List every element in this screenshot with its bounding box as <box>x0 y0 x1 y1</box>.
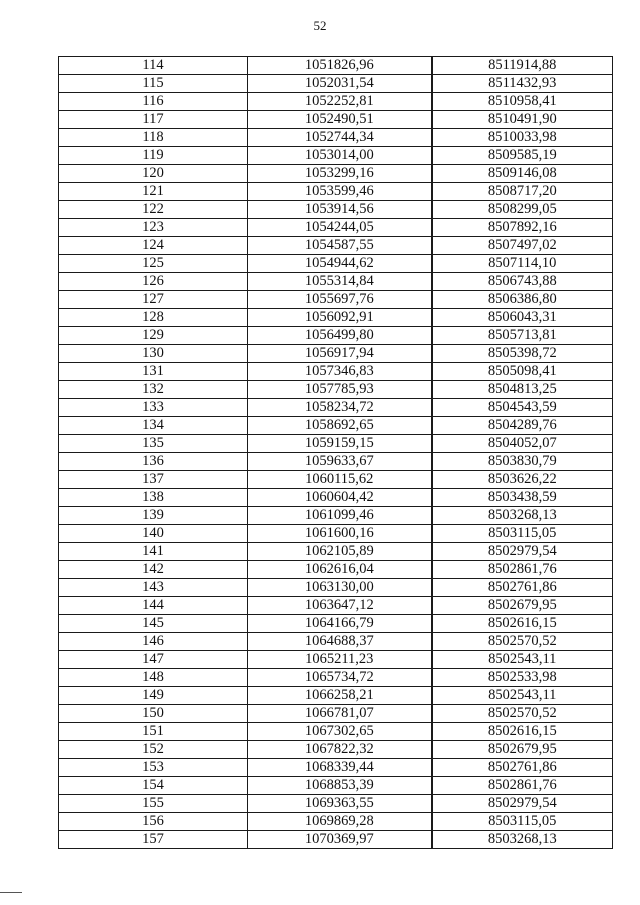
table-row <box>59 507 613 525</box>
y-coordinate-cell: 8506043,31 <box>432 309 613 327</box>
x-coordinate-cell: 1052252,81 <box>248 93 432 111</box>
table-row <box>59 201 613 219</box>
point-number-cell: 119 <box>59 147 248 165</box>
y-coordinate-cell: 8505713,81 <box>432 327 613 345</box>
table-row <box>59 633 613 651</box>
table-row <box>59 111 613 129</box>
y-coordinate-cell: 8509146,08 <box>432 165 613 183</box>
table-row <box>59 435 613 453</box>
point-number-cell: 146 <box>59 633 248 651</box>
table-row <box>59 219 613 237</box>
table-row <box>59 273 613 291</box>
y-coordinate-cell: 8507892,16 <box>432 219 613 237</box>
y-coordinate-cell: 8511914,88 <box>432 57 613 75</box>
point-number-cell: 131 <box>59 363 248 381</box>
point-number-cell: 144 <box>59 597 248 615</box>
table-row <box>59 489 613 507</box>
point-number-cell: 116 <box>59 93 248 111</box>
x-coordinate-cell: 1053299,16 <box>248 165 432 183</box>
y-coordinate-cell: 8508299,05 <box>432 201 613 219</box>
x-coordinate-cell: 1057346,83 <box>248 363 432 381</box>
point-number-cell: 129 <box>59 327 248 345</box>
x-coordinate-cell: 1062105,89 <box>248 543 432 561</box>
x-coordinate-cell: 1059159,15 <box>248 435 432 453</box>
table-row <box>59 561 613 579</box>
point-number-cell: 133 <box>59 399 248 417</box>
table-row <box>59 579 613 597</box>
y-coordinate-cell: 8503438,59 <box>432 489 613 507</box>
point-number-cell: 142 <box>59 561 248 579</box>
y-coordinate-cell: 8502543,11 <box>432 687 613 705</box>
table-row <box>59 705 613 723</box>
x-coordinate-cell: 1053914,56 <box>248 201 432 219</box>
x-coordinate-cell: 1058234,72 <box>248 399 432 417</box>
y-coordinate-cell: 8502679,95 <box>432 597 613 615</box>
y-coordinate-cell: 8502861,76 <box>432 777 613 795</box>
table-row <box>59 471 613 489</box>
x-coordinate-cell: 1053014,00 <box>248 147 432 165</box>
x-coordinate-cell: 1069869,28 <box>248 813 432 831</box>
x-coordinate-cell: 1065211,23 <box>248 651 432 669</box>
point-number-cell: 121 <box>59 183 248 201</box>
x-coordinate-cell: 1070369,97 <box>248 831 432 849</box>
x-coordinate-cell: 1063647,12 <box>248 597 432 615</box>
x-coordinate-cell: 1052031,54 <box>248 75 432 93</box>
x-coordinate-cell: 1051826,96 <box>248 57 432 75</box>
point-number-cell: 127 <box>59 291 248 309</box>
table-row <box>59 57 613 75</box>
y-coordinate-cell: 8502616,15 <box>432 723 613 741</box>
scan-edge-mark <box>0 892 22 893</box>
point-number-cell: 149 <box>59 687 248 705</box>
table-row <box>59 165 613 183</box>
y-coordinate-cell: 8504543,59 <box>432 399 613 417</box>
x-coordinate-cell: 1054944,62 <box>248 255 432 273</box>
table-row <box>59 417 613 435</box>
y-coordinate-cell: 8502616,15 <box>432 615 613 633</box>
point-number-cell: 132 <box>59 381 248 399</box>
table-row <box>59 777 613 795</box>
y-coordinate-cell: 8502570,52 <box>432 705 613 723</box>
x-coordinate-cell: 1069363,55 <box>248 795 432 813</box>
table-row <box>59 399 613 417</box>
y-coordinate-cell: 8503268,13 <box>432 507 613 525</box>
x-coordinate-cell: 1064166,79 <box>248 615 432 633</box>
table-row <box>59 291 613 309</box>
y-coordinate-cell: 8502979,54 <box>432 543 613 561</box>
point-number-cell: 124 <box>59 237 248 255</box>
y-coordinate-cell: 8505098,41 <box>432 363 613 381</box>
x-coordinate-cell: 1060115,62 <box>248 471 432 489</box>
table-row <box>59 237 613 255</box>
table-row <box>59 795 613 813</box>
x-coordinate-cell: 1055697,76 <box>248 291 432 309</box>
x-coordinate-cell: 1061600,16 <box>248 525 432 543</box>
x-coordinate-cell: 1056499,80 <box>248 327 432 345</box>
table-row <box>59 183 613 201</box>
x-coordinate-cell: 1054244,05 <box>248 219 432 237</box>
point-number-cell: 134 <box>59 417 248 435</box>
x-coordinate-cell: 1055314,84 <box>248 273 432 291</box>
table-row <box>59 309 613 327</box>
point-number-cell: 147 <box>59 651 248 669</box>
point-number-cell: 130 <box>59 345 248 363</box>
y-coordinate-cell: 8504813,25 <box>432 381 613 399</box>
x-coordinate-cell: 1052490,51 <box>248 111 432 129</box>
point-number-cell: 114 <box>59 57 248 75</box>
coordinates-table <box>58 56 613 849</box>
y-coordinate-cell: 8503268,13 <box>432 831 613 849</box>
y-coordinate-cell: 8504289,76 <box>432 417 613 435</box>
x-coordinate-cell: 1057785,93 <box>248 381 432 399</box>
page-number: 52 <box>313 18 327 33</box>
x-coordinate-cell: 1067822,32 <box>248 741 432 759</box>
table-row <box>59 597 613 615</box>
table-row <box>59 93 613 111</box>
y-coordinate-cell: 8502861,76 <box>432 561 613 579</box>
x-coordinate-cell: 1065734,72 <box>248 669 432 687</box>
point-number-cell: 136 <box>59 453 248 471</box>
table-row <box>59 831 613 849</box>
point-number-cell: 150 <box>59 705 248 723</box>
point-number-cell: 141 <box>59 543 248 561</box>
table-row <box>59 147 613 165</box>
table-row <box>59 813 613 831</box>
x-coordinate-cell: 1064688,37 <box>248 633 432 651</box>
x-coordinate-cell: 1060604,42 <box>248 489 432 507</box>
table-row <box>59 363 613 381</box>
point-number-cell: 137 <box>59 471 248 489</box>
y-coordinate-cell: 8508717,20 <box>432 183 613 201</box>
point-number-cell: 143 <box>59 579 248 597</box>
y-coordinate-cell: 8503115,05 <box>432 525 613 543</box>
x-coordinate-cell: 1068339,44 <box>248 759 432 777</box>
x-coordinate-cell: 1068853,39 <box>248 777 432 795</box>
point-number-cell: 117 <box>59 111 248 129</box>
x-coordinate-cell: 1052744,34 <box>248 129 432 147</box>
table-row <box>59 741 613 759</box>
y-coordinate-cell: 8505398,72 <box>432 345 613 363</box>
point-number-cell: 123 <box>59 219 248 237</box>
y-coordinate-cell: 8507114,10 <box>432 255 613 273</box>
x-coordinate-cell: 1056917,94 <box>248 345 432 363</box>
point-number-cell: 138 <box>59 489 248 507</box>
point-number-cell: 120 <box>59 165 248 183</box>
y-coordinate-cell: 8502761,86 <box>432 759 613 777</box>
table-row <box>59 687 613 705</box>
y-coordinate-cell: 8509585,19 <box>432 147 613 165</box>
table-row <box>59 651 613 669</box>
point-number-cell: 154 <box>59 777 248 795</box>
point-number-cell: 128 <box>59 309 248 327</box>
point-number-cell: 140 <box>59 525 248 543</box>
point-number-cell: 125 <box>59 255 248 273</box>
y-coordinate-cell: 8507497,02 <box>432 237 613 255</box>
table-row <box>59 75 613 93</box>
table-row <box>59 129 613 147</box>
table-row <box>59 255 613 273</box>
table-row <box>59 381 613 399</box>
point-number-cell: 151 <box>59 723 248 741</box>
point-number-cell: 156 <box>59 813 248 831</box>
y-coordinate-cell: 8506386,80 <box>432 291 613 309</box>
x-coordinate-cell: 1063130,00 <box>248 579 432 597</box>
x-coordinate-cell: 1067302,65 <box>248 723 432 741</box>
table-row <box>59 723 613 741</box>
point-number-cell: 155 <box>59 795 248 813</box>
y-coordinate-cell: 8502979,54 <box>432 795 613 813</box>
y-coordinate-cell: 8502679,95 <box>432 741 613 759</box>
point-number-cell: 152 <box>59 741 248 759</box>
coordinates-table-body <box>59 57 613 849</box>
y-coordinate-cell: 8503830,79 <box>432 453 613 471</box>
point-number-cell: 145 <box>59 615 248 633</box>
point-number-cell: 148 <box>59 669 248 687</box>
x-coordinate-cell: 1062616,04 <box>248 561 432 579</box>
y-coordinate-cell: 8506743,88 <box>432 273 613 291</box>
table-row <box>59 525 613 543</box>
y-coordinate-cell: 8502570,52 <box>432 633 613 651</box>
x-coordinate-cell: 1053599,46 <box>248 183 432 201</box>
point-number-cell: 135 <box>59 435 248 453</box>
y-coordinate-cell: 8510033,98 <box>432 129 613 147</box>
point-number-cell: 118 <box>59 129 248 147</box>
y-coordinate-cell: 8502533,98 <box>432 669 613 687</box>
table-row <box>59 543 613 561</box>
y-coordinate-cell: 8504052,07 <box>432 435 613 453</box>
x-coordinate-cell: 1056092,91 <box>248 309 432 327</box>
y-coordinate-cell: 8510491,90 <box>432 111 613 129</box>
table-row <box>59 453 613 471</box>
table-row <box>59 669 613 687</box>
x-coordinate-cell: 1066781,07 <box>248 705 432 723</box>
x-coordinate-cell: 1061099,46 <box>248 507 432 525</box>
table-row <box>59 615 613 633</box>
table-row <box>59 345 613 363</box>
x-coordinate-cell: 1054587,55 <box>248 237 432 255</box>
x-coordinate-cell: 1066258,21 <box>248 687 432 705</box>
y-coordinate-cell: 8511432,93 <box>432 75 613 93</box>
y-coordinate-cell: 8503626,22 <box>432 471 613 489</box>
point-number-cell: 115 <box>59 75 248 93</box>
y-coordinate-cell: 8502761,86 <box>432 579 613 597</box>
y-coordinate-cell: 8502543,11 <box>432 651 613 669</box>
table-row <box>59 759 613 777</box>
y-coordinate-cell: 8503115,05 <box>432 813 613 831</box>
y-coordinate-cell: 8510958,41 <box>432 93 613 111</box>
point-number-cell: 139 <box>59 507 248 525</box>
table-row <box>59 327 613 345</box>
point-number-cell: 153 <box>59 759 248 777</box>
point-number-cell: 157 <box>59 831 248 849</box>
x-coordinate-cell: 1059633,67 <box>248 453 432 471</box>
point-number-cell: 126 <box>59 273 248 291</box>
point-number-cell: 122 <box>59 201 248 219</box>
x-coordinate-cell: 1058692,65 <box>248 417 432 435</box>
